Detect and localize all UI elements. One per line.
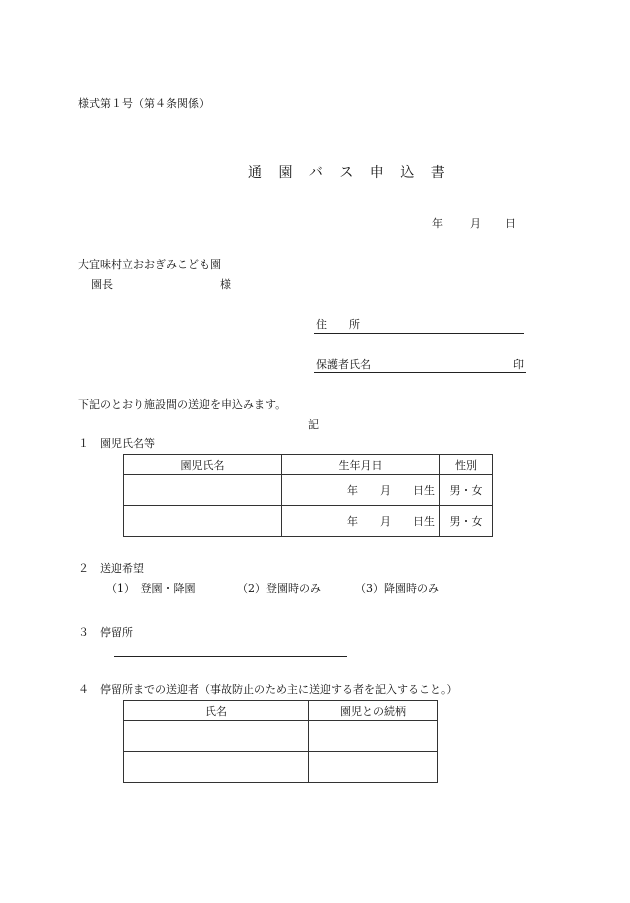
table-row	[124, 506, 493, 537]
address-label: 住 所	[316, 318, 360, 331]
child-name-header: 園児氏名	[124, 455, 282, 475]
section2-heading: ２ 送迎希望	[78, 562, 144, 575]
section1-heading: １ 園児氏名等	[78, 437, 155, 450]
page-title: 通 園 バ ス 申 込 書	[248, 165, 451, 181]
section4-heading: ４ 停留所までの送迎者（事故防止のため主に送迎する者を記入すること。）	[78, 683, 458, 696]
relation-cell[interactable]	[309, 721, 438, 752]
sex-cell[interactable]: 男・女	[440, 506, 493, 537]
ki-mark: 記	[308, 418, 319, 431]
dob-day: 日生	[413, 484, 435, 497]
escort-table	[123, 700, 438, 783]
escort-name-cell[interactable]	[124, 721, 309, 752]
date-day: 日	[505, 217, 516, 230]
form-number: 様式第１号（第４条関係）	[78, 97, 210, 110]
dob-header: 生年月日	[282, 455, 440, 475]
dob-day: 日生	[413, 515, 435, 528]
table-row	[124, 752, 438, 783]
dob-cell[interactable]	[282, 506, 440, 537]
dob-cell[interactable]	[282, 475, 440, 506]
date-month: 月	[470, 217, 481, 230]
stop-line[interactable]	[114, 656, 347, 657]
address-line[interactable]	[314, 333, 524, 334]
option-3[interactable]: （3）降園時のみ	[355, 582, 439, 595]
date-year: 年	[432, 217, 443, 230]
child-name-cell[interactable]	[124, 475, 282, 506]
intro-text: 下記のとおり施設間の送迎を申込みます。	[78, 398, 287, 411]
guardian-line[interactable]	[314, 372, 526, 373]
dob-year: 年	[347, 515, 358, 528]
guardian-label: 保護者氏名	[316, 358, 371, 371]
child-table	[123, 454, 493, 537]
option-1[interactable]: （1） 登園・降園	[106, 582, 196, 595]
table-row	[124, 475, 493, 506]
dob-year: 年	[347, 484, 358, 497]
table-row	[124, 721, 438, 752]
sex-cell[interactable]: 男・女	[440, 475, 493, 506]
section3-heading: ３ 停留所	[78, 626, 133, 639]
relation-cell[interactable]	[309, 752, 438, 783]
seal-mark: 印	[513, 358, 524, 371]
escort-name-cell[interactable]	[124, 752, 309, 783]
dob-month: 月	[380, 484, 391, 497]
option-2[interactable]: （2）登園時のみ	[237, 582, 321, 595]
sex-header: 性別	[440, 455, 493, 475]
addressee-position: 園長	[91, 278, 113, 291]
dob-month: 月	[380, 515, 391, 528]
relation-header: 園児との続柄	[309, 701, 438, 721]
escort-name-header: 氏名	[124, 701, 309, 721]
child-name-cell[interactable]	[124, 506, 282, 537]
addressee-honorific: 様	[220, 278, 231, 291]
addressee-institution: 大宜味村立おおぎみこども園	[78, 258, 221, 271]
